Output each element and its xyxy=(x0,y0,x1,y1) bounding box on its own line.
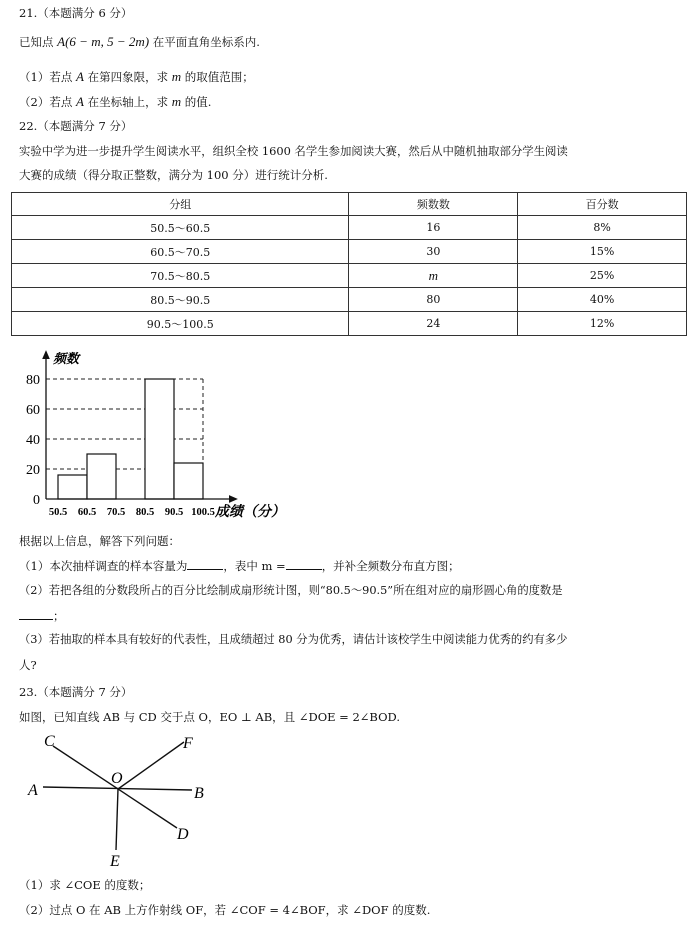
histogram-bar xyxy=(87,454,116,499)
q22-sub3-line1: （3）若抽取的样本具有较好的代表性，且成绩超过 80 分为优秀，请估计该校学生中阅读能力优秀的约有多少 xyxy=(19,633,568,646)
y-tick-label: 0 xyxy=(33,493,40,508)
q21-part2-m: m xyxy=(171,94,182,109)
q22-sub3-line2: 人? xyxy=(19,658,37,672)
q21-part1-a: A xyxy=(75,69,84,84)
y-tick-labels xyxy=(26,373,40,508)
table-cell: 24 xyxy=(349,312,518,336)
table-cell: 12% xyxy=(518,312,687,336)
x-axis-label: 成绩（分） xyxy=(215,505,285,520)
q21-part1 xyxy=(19,69,254,85)
q23-header: 23.（本题满分 7 分） xyxy=(19,685,133,699)
q21-header: 21.（本题满分 6 分） xyxy=(19,6,133,20)
table-cell: 80 xyxy=(349,288,518,312)
table-header-cell: 百分数 xyxy=(518,193,687,216)
table-cell: 90.5～100.5 xyxy=(12,312,349,336)
x-tick-label: 80.5 xyxy=(135,507,155,518)
table-cell: 15% xyxy=(518,240,687,264)
q22-sub1 xyxy=(19,557,460,574)
q22-sub2-line2 xyxy=(19,607,65,624)
x-tick-label: 60.5 xyxy=(77,507,97,518)
q22-sub1-text-a: （1）本次抽样调查的样本容量为 xyxy=(19,559,188,573)
x-tick-labels xyxy=(49,507,215,518)
table-row xyxy=(12,264,687,288)
q21-part1-post: 的取值范围； xyxy=(181,70,254,84)
q21-part1-m: m xyxy=(171,69,182,84)
histogram-bar xyxy=(145,379,174,499)
histogram-bar xyxy=(174,463,203,499)
table-cell: 30 xyxy=(349,240,518,264)
q21-stem xyxy=(19,34,260,50)
ray-of xyxy=(118,742,184,789)
table-cell: 60.5～70.5 xyxy=(12,240,349,264)
q21-part1-mid: 在第四象限，求 xyxy=(83,70,172,84)
table-row xyxy=(12,240,687,264)
q21-part2-pre: （2）若点 xyxy=(19,95,76,109)
q22-intro-line1: 实验中学为进一步提升学生阅读水平，组织全校 1600 名学生参加阅读大赛，然后从中随机抽取部分学生阅读 xyxy=(19,144,568,158)
x-tick-label: 50.5 xyxy=(48,507,68,518)
y-tick-label: 80 xyxy=(26,373,40,388)
point-b-label: B xyxy=(194,785,204,802)
table-row xyxy=(12,288,687,312)
ray-oe xyxy=(116,789,118,850)
frequency-histogram xyxy=(0,340,330,530)
answer-blank[interactable] xyxy=(286,557,322,570)
q22-sub2-line1: （2）若把各组的分数段所占的百分比绘制成扇形统计图，则“80.5～90.5”所在组对应的扇形圆心角的度数是 xyxy=(19,584,563,597)
q21-part2-a: A xyxy=(75,94,84,109)
point-f-label: F xyxy=(183,735,193,752)
x-tick-label: 70.5 xyxy=(106,507,126,518)
table-cell: 40% xyxy=(518,288,687,312)
q22-sub1-text-b: ，表中 m = xyxy=(223,559,286,573)
q21-part1-pre: （1）若点 xyxy=(19,70,76,84)
q22-sub1-text-c: ，并补全频数分布直方图； xyxy=(321,559,460,573)
table-cell: 8% xyxy=(518,216,687,240)
q21-part2-mid: 在坐标轴上，求 xyxy=(83,95,172,109)
answer-blank[interactable] xyxy=(19,607,53,620)
q22-intro-line2: 大赛的成绩（得分取正整数，满分为 100 分）进行统计分析. xyxy=(19,168,328,182)
q23-part1: （1）求 ∠COE 的度数； xyxy=(19,878,151,892)
table-cell: 70.5～80.5 xyxy=(12,264,349,288)
q21-point-expression: A(6 − m, 5 − 2m) xyxy=(57,34,150,49)
table-cell: m xyxy=(349,264,518,288)
q23-stem: 如图，已知直线 AB 与 CD 交于点 O，EO ⊥ AB，且 ∠DOE = 2∠BOD. xyxy=(19,710,400,724)
table-header-cell: 分组 xyxy=(12,193,349,216)
x-tick-label: 100.5 xyxy=(191,507,215,518)
frequency-table xyxy=(11,192,687,336)
geometry-figure xyxy=(20,728,220,873)
table-cell: 16 xyxy=(349,216,518,240)
point-e-label: E xyxy=(110,853,120,870)
y-tick-label: 60 xyxy=(26,403,40,418)
q21-stem-pre: 已知点 xyxy=(19,35,58,49)
table-cell: 25% xyxy=(518,264,687,288)
histogram-bar xyxy=(58,475,87,499)
point-o-label: O xyxy=(111,770,123,787)
point-c-label: C xyxy=(44,733,55,750)
x-tick-label: 90.5 xyxy=(164,507,184,518)
point-a-label: A xyxy=(28,782,38,799)
point-d-label: D xyxy=(177,826,189,843)
q23-part2: （2）过点 O 在 AB 上方作射线 OF，若 ∠COF = 4∠BOF，求 ∠DOF 的度数. xyxy=(19,903,431,917)
table-row xyxy=(12,216,687,240)
table-cell: 50.5～60.5 xyxy=(12,216,349,240)
q22-header: 22.（本题满分 7 分） xyxy=(19,119,133,133)
table-cell: 80.5～90.5 xyxy=(12,288,349,312)
answer-blank[interactable] xyxy=(187,557,223,570)
table-row xyxy=(12,312,687,336)
q21-stem-post: 在平面直角坐标系内. xyxy=(149,35,260,49)
q22-after-chart: 根据以上信息，解答下列问题： xyxy=(19,534,180,548)
y-axis-label: 频数 xyxy=(53,351,80,366)
table-header-row xyxy=(12,193,687,216)
y-tick-label: 40 xyxy=(26,433,40,448)
y-tick-label: 20 xyxy=(26,463,40,478)
table-header-cell: 频数数 xyxy=(349,193,518,216)
q21-part2 xyxy=(19,94,211,110)
q22-sub2-end: ； xyxy=(53,609,65,623)
q21-part2-post: 的值. xyxy=(181,95,212,109)
